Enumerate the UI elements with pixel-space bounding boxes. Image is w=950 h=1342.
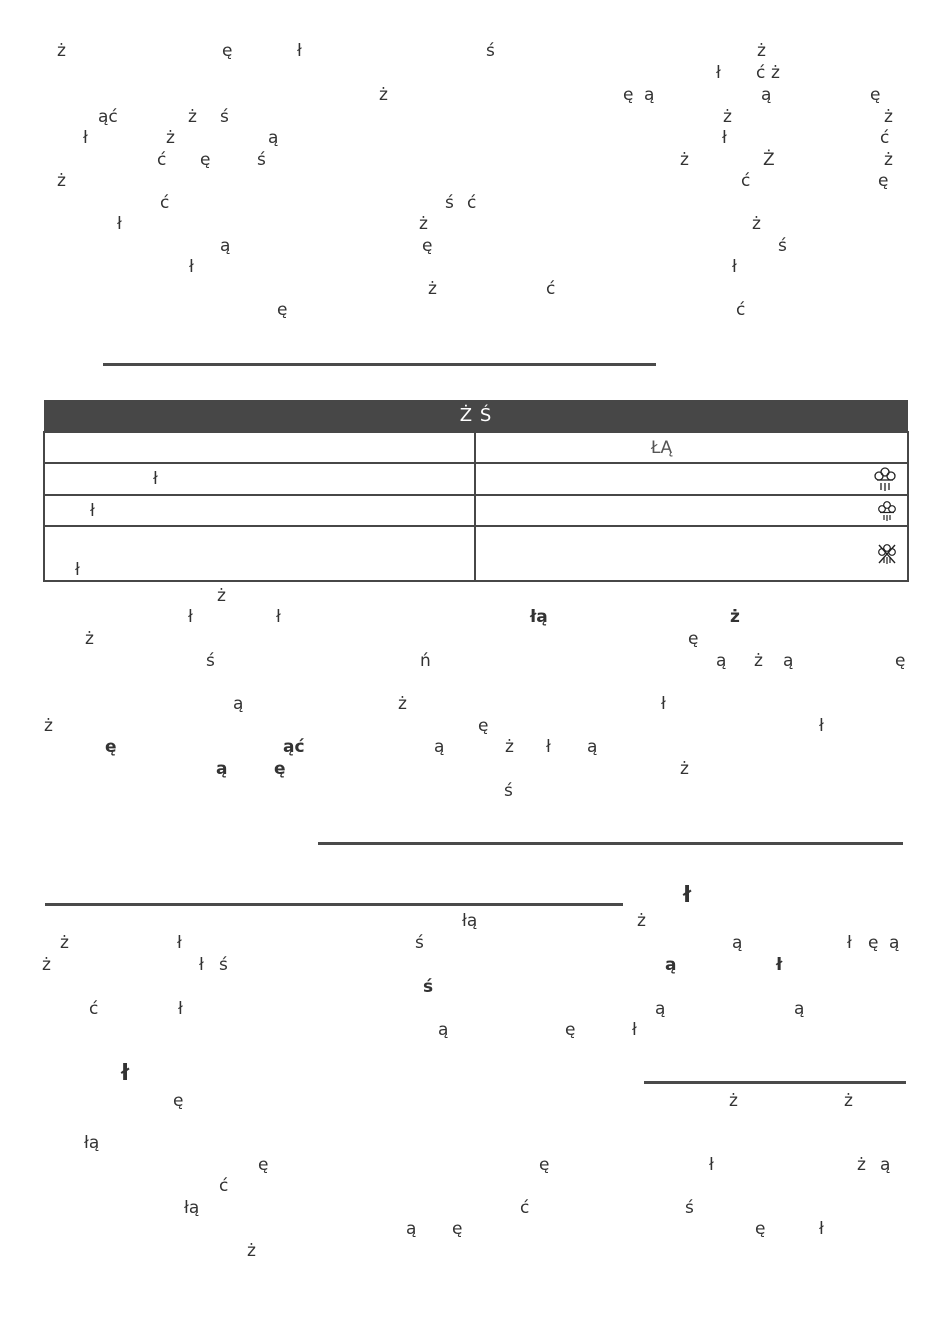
glyph: ą (233, 694, 244, 714)
glyph: ą (220, 236, 231, 256)
table-cell-label: ł (75, 560, 80, 580)
section-divider (45, 903, 623, 906)
glyph: ę (895, 651, 906, 671)
glyph: ż (188, 107, 197, 127)
glyph: ł (776, 955, 783, 975)
glyph: ć (157, 150, 167, 170)
glyph: ż (844, 1091, 853, 1111)
glyph: ż (884, 150, 893, 170)
glyph: ś (685, 1198, 694, 1218)
glyph: ś (486, 41, 495, 61)
glyph: ę (623, 85, 634, 105)
table-icon-cell (475, 463, 908, 495)
glyph: ę (173, 1091, 184, 1111)
glyph: ś (415, 933, 424, 953)
glyph: ż (57, 41, 66, 61)
table-icon-cell (475, 526, 908, 581)
glyph: ś (220, 107, 229, 127)
glyph: łą (462, 911, 478, 931)
glyph: ś (219, 955, 228, 975)
glyph: ę (878, 171, 889, 191)
glyph: ę (200, 150, 211, 170)
glyph: ł (297, 41, 302, 61)
glyph: ż (379, 85, 388, 105)
glyph: ż (857, 1155, 866, 1175)
glyph: ż (754, 651, 763, 671)
glyph: ę (422, 236, 433, 256)
section-divider (318, 842, 903, 845)
glyph: ąć (98, 107, 118, 127)
glyph: ż (166, 128, 175, 148)
glyph: ł (819, 716, 824, 736)
glyph: ż (637, 911, 646, 931)
glyph: ą (716, 651, 727, 671)
glyph: ą (644, 85, 655, 105)
glyph: ł (178, 999, 183, 1019)
glyph: ł (732, 257, 737, 277)
table-title: Ż Ś (44, 400, 908, 432)
glyph: ł (189, 257, 194, 277)
glyph: ł (709, 1155, 714, 1175)
glyph: ż (42, 955, 51, 975)
glyph: ż (884, 107, 893, 127)
glyph: ś (778, 236, 787, 256)
glyph: ą (889, 933, 900, 953)
glyph: ą (655, 999, 666, 1019)
glyph: ż (729, 1091, 738, 1111)
glyph: ż (428, 279, 437, 299)
glyph: ć (89, 999, 99, 1019)
glyph: ł (188, 607, 193, 627)
glyph: Ż (763, 150, 775, 170)
table-cell (44, 495, 475, 526)
glyph: ę (105, 737, 117, 757)
glyph: łą (184, 1198, 200, 1218)
glyph: ł (661, 694, 666, 714)
glyph: ż (723, 107, 732, 127)
glyph: ś (206, 651, 215, 671)
table-cell (44, 526, 475, 581)
glyph: ż (757, 41, 766, 61)
glyph: ż (44, 716, 53, 736)
glyph: ż (771, 63, 780, 83)
glyph: ń (420, 651, 431, 671)
glyph: ą (761, 85, 772, 105)
glyph: ć (467, 193, 477, 213)
glyph: ć (880, 128, 890, 148)
section-divider (644, 1081, 906, 1084)
glyph: ż (680, 150, 689, 170)
glyph: ż (85, 629, 94, 649)
glyph: ąć (283, 737, 305, 757)
steam-settings-table (43, 400, 909, 582)
glyph: łą (84, 1133, 100, 1153)
glyph: ę (478, 716, 489, 736)
glyph: ę (755, 1219, 766, 1239)
glyph: ż (57, 171, 66, 191)
glyph: ł (716, 63, 721, 83)
glyph: ż (730, 607, 740, 627)
glyph: ż (680, 759, 689, 779)
table-header-right (475, 432, 908, 463)
glyph: ć (736, 300, 746, 320)
glyph: ż (247, 1241, 256, 1261)
glyph: ę (258, 1155, 269, 1175)
glyph: ą (406, 1219, 417, 1239)
glyph: ę (277, 300, 288, 320)
glyph: ą (587, 737, 598, 757)
glyph: ś (423, 977, 434, 997)
glyph: ę (565, 1020, 576, 1040)
glyph: ę (870, 85, 881, 105)
glyph: ż (505, 737, 514, 757)
steam-low-icon (877, 501, 897, 521)
no-steam-icon (877, 544, 897, 564)
glyph: ę (222, 41, 233, 61)
glyph: ę (539, 1155, 550, 1175)
glyph: ę (868, 933, 879, 953)
glyph: ć (219, 1176, 229, 1196)
table-header-right-label: ŁĄ (650, 437, 673, 458)
glyph: ą (216, 759, 228, 779)
glyph: ś (445, 193, 454, 213)
glyph: ł (199, 955, 204, 975)
table-header-left (44, 432, 475, 463)
glyph: ą (268, 128, 279, 148)
steam-high-icon (873, 469, 897, 489)
section-divider (103, 363, 656, 366)
glyph: ł (632, 1020, 637, 1040)
glyph: ł (276, 607, 281, 627)
glyph: ą (794, 999, 805, 1019)
section-heading: ł (121, 1061, 130, 1086)
table-cell-label: ł (153, 469, 158, 489)
glyph: ł (847, 933, 852, 953)
glyph: ż (60, 933, 69, 953)
glyph: ć (520, 1198, 530, 1218)
glyph: ś (504, 781, 513, 801)
glyph: ć (741, 171, 751, 191)
glyph: ć (160, 193, 170, 213)
glyph: ą (434, 737, 445, 757)
glyph: ż (752, 214, 761, 234)
glyph: ż (398, 694, 407, 714)
glyph: ś (257, 150, 266, 170)
glyph: ł (177, 933, 182, 953)
glyph: ą (732, 933, 743, 953)
glyph: ę (688, 629, 699, 649)
table-cell (44, 463, 475, 495)
glyph: ł (117, 214, 122, 234)
glyph: ł (546, 737, 551, 757)
glyph: łą (530, 607, 548, 627)
glyph: ą (438, 1020, 449, 1040)
glyph: ż (217, 586, 226, 606)
glyph: ł (83, 128, 88, 148)
glyph: ć (546, 279, 556, 299)
table-cell-label: ł (90, 500, 95, 521)
glyph: ą (880, 1155, 891, 1175)
glyph: ć (756, 63, 766, 83)
glyph: ł (722, 128, 727, 148)
glyph: ę (452, 1219, 463, 1239)
glyph: ę (274, 759, 286, 779)
glyph: ż (419, 214, 428, 234)
section-heading: ł (683, 883, 692, 908)
glyph: ą (783, 651, 794, 671)
table-icon-cell (475, 495, 908, 526)
glyph: ł (819, 1219, 824, 1239)
glyph: ą (665, 955, 677, 975)
